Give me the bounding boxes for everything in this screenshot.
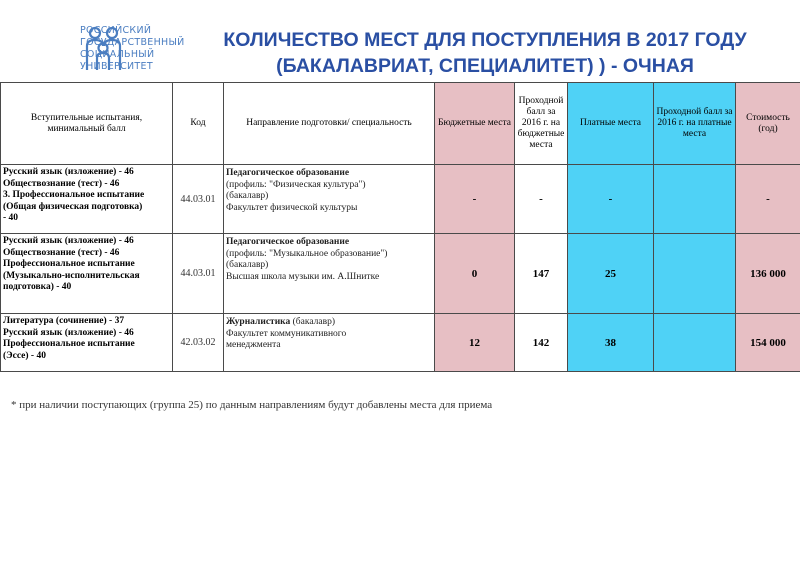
header-code: Код xyxy=(173,83,224,165)
direction-cell: Педагогическое образование (профиль: "Физическая культура") (бакалавр) Факультет физической культуры xyxy=(224,165,435,234)
exams-cell: Литература (сочинение) - 37 Русский язык (изложение) - 46 Профессиональное испытание (Эссе) - 40 xyxy=(1,314,173,372)
paid-score-cell xyxy=(654,314,736,372)
title-line-2: (БАКАЛАВРИАТ, СПЕЦИАЛИТЕТ) ) - ОЧНАЯ xyxy=(276,55,694,77)
footnote: * при наличии поступающих (группа 25) по данным направлениям будут добавлены места для приема xyxy=(11,399,493,411)
title-line-1: КОЛИЧЕСТВО МЕСТ ДЛЯ ПОСТУПЛЕНИЯ В 2017 ГОДУ xyxy=(223,29,747,51)
table-row xyxy=(1,314,800,372)
table-row xyxy=(1,165,800,234)
code-cell: 44.03.01 xyxy=(173,234,224,314)
cost-cell: - xyxy=(736,165,800,234)
page-title xyxy=(180,27,790,79)
exams-cell: Русский язык (изложение) - 46 Обществознание (тест) - 46 3. Профессиональное испытание (Общая физическая подготовка) - 40 xyxy=(1,165,173,234)
paid-score-cell xyxy=(654,165,736,234)
admission-table xyxy=(0,82,800,372)
code-cell: 44.03.01 xyxy=(173,165,224,234)
header-direction: Направление подготовки/ специальность xyxy=(224,83,435,165)
budget-score-cell: - xyxy=(515,165,568,234)
cost-cell: 136 000 xyxy=(736,234,800,314)
table-header-row xyxy=(1,83,800,165)
budget-score-cell: 142 xyxy=(515,314,568,372)
exams-cell: Русский язык (изложение) - 46 Обществознание (тест) - 46 Профессиональное испытание (Музыкально-исполнительская подготовка) - 40 xyxy=(1,234,173,314)
university-name: РОССИЙСКИЙ ГОСУДАРСТВЕННЫЙ СОЦИАЛЬНЫЙ УНИВЕРСИТЕТ xyxy=(80,25,185,72)
header-cost: Стоимость (год) xyxy=(736,83,800,165)
table-row xyxy=(1,234,800,314)
header-exams: Вступительные испытания, минимальный балл xyxy=(1,83,173,165)
budget-cell: - xyxy=(435,165,515,234)
cost-cell: 154 000 xyxy=(736,314,800,372)
budget-score-cell: 147 xyxy=(515,234,568,314)
paid-score-cell xyxy=(654,234,736,314)
header-budget-score: Проходной балл за 2016 г. на бюджетные места xyxy=(515,83,568,165)
header-budget: Бюджетные места xyxy=(435,83,515,165)
budget-cell: 0 xyxy=(435,234,515,314)
direction-cell: Журналистика (бакалавр) Факультет коммуникативного менеджмента xyxy=(224,314,435,372)
budget-cell: 12 xyxy=(435,314,515,372)
paid-cell: 25 xyxy=(568,234,654,314)
header-paid-score: Проходной балл за 2016 г. на платные места xyxy=(654,83,736,165)
paid-cell: 38 xyxy=(568,314,654,372)
header-paid: Платные места xyxy=(568,83,654,165)
paid-cell: - xyxy=(568,165,654,234)
direction-cell: Педагогическое образование (профиль: "Музыкальное образование") (бакалавр) Высшая школа музыки им. А.Шнитке xyxy=(224,234,435,314)
code-cell: 42.03.02 xyxy=(173,314,224,372)
